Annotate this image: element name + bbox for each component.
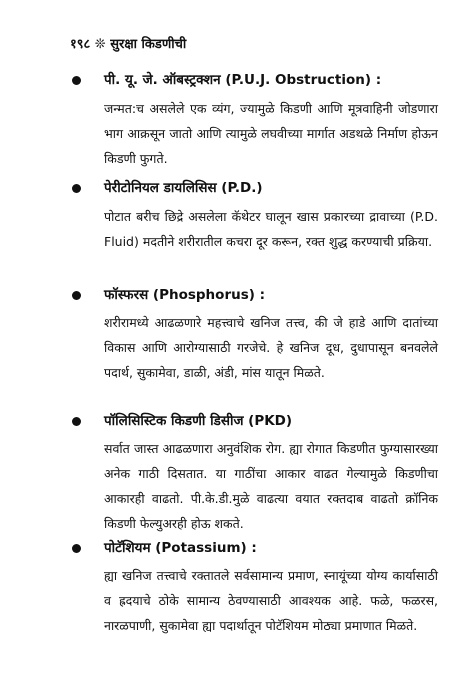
bullet-icon (72, 417, 81, 426)
entry-term: फॉस्फरस (Phosphorus) : (104, 287, 266, 303)
entry-term: पी. यू. जे. ऑबस्ट्रक्शन (P.U.J. Obstruction) : (104, 72, 382, 88)
entry-description: सर्वात जास्त आढळणारा अनुवंशिक रोग. ह्या रोगात किडणीत फुग्यासारख्या अनेक गाठी दिसतात. या गाठींचा आकार वाढत गेल्यामुळे किडणीचा आकारही वाढतो. पी.के.डी.मुळे वाढत्या वयात रक्तदाब वाढतो क्रॉनिक किडणी फेल्युअरही होऊ शकते. (104, 441, 438, 531)
bullet-icon (72, 544, 81, 553)
entry-description: शरीरामध्ये आढळणारे महत्त्वाचे खनिज तत्त्व, की जे हाडे आणि दातांच्या विकास आणि आरोग्यासाठी गरजेचे. हे खनिज दूध, दुधापासून बनवलेले पदार्थ, सुकामेवा, डाळी, अंडी, मांस यातून मिळते. (104, 315, 438, 380)
entry-term: पॉलिसिस्टिक किडणी डिसीज (PKD) (104, 413, 293, 429)
entry-description: ह्या खनिज तत्त्वाचे रक्तातले सर्वसामान्य प्रमाण, स्नायूंच्या योग्य कार्यासाठी व ह्रदयाचे ठोके सामान्य ठेवण्यासाठी आवश्यक आहे. फळे, फळरस, नारळपाणी, सुकामेवा ह्या पदार्थातून पोटॅशियम मोठ्या प्रमाणात मिळते. (104, 568, 438, 633)
running-header: १९८ ❊ सुरक्षा किडणीची (70, 37, 187, 52)
entry-term: पोटॅशियम (Potassium) : (104, 540, 257, 556)
entry-description: जन्मत:च असलेले एक व्यंग, ज्यामुळे किडणी आणि मूत्रवाहिनी जोडणारा भाग आक्रसून जातो आणि त्यामुळे लघवीच्या मार्गात अडथळे निर्माण होऊन किडणी फुगते. (104, 101, 438, 166)
entry-term: पेरीटोनियल डायलिसिस (P.D.) (104, 180, 263, 196)
bullet-icon (72, 76, 81, 85)
entry-description: पोटात बरीच छिद्रे असलेला कॅथेटर घालून खास प्रकारच्या द्रावाच्या (P.D. Fluid) मदतीने शरीरातील कचरा दूर करून, रक्त शुद्ध करण्याची प्रक्रिया. (104, 209, 438, 249)
bullet-icon (72, 291, 81, 300)
bullet-icon (72, 184, 81, 193)
